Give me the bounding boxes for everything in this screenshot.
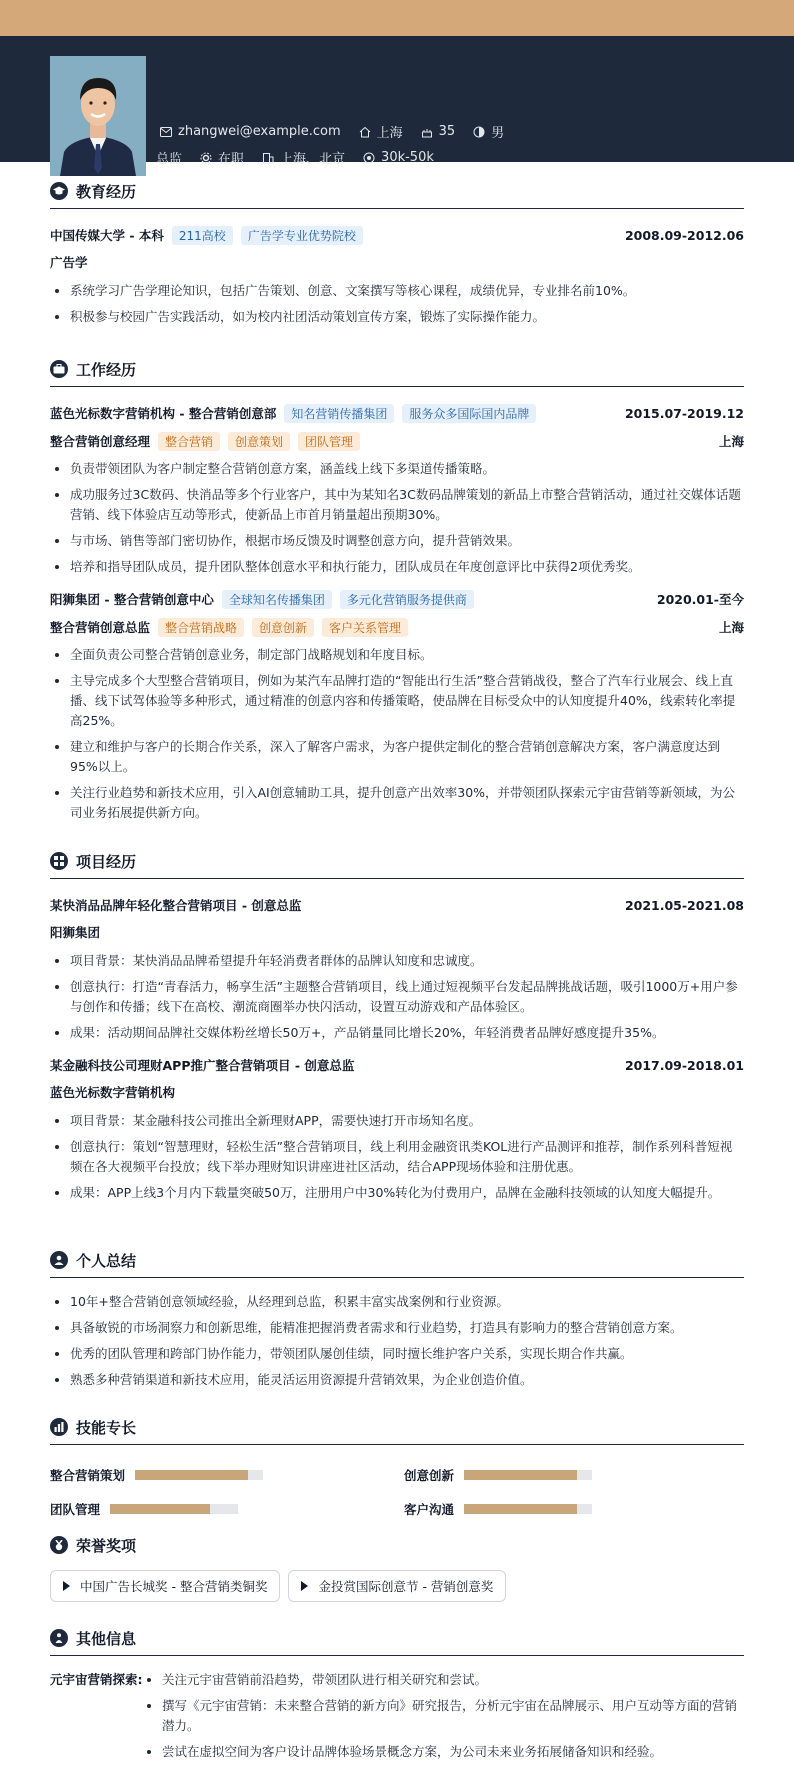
company-name: 阳狮集团 - 整合营销创意中心 [50, 592, 214, 607]
summary-bullets [50, 1292, 744, 1390]
other-title [50, 1627, 744, 1649]
skill-bar-fill [135, 1470, 248, 1480]
job-header-row [50, 403, 744, 423]
award-item[interactable] [50, 1570, 280, 1602]
list-item: 项目背景：某快消品品牌希望提升年轻消费者群体的品牌认知度和忠诚度。 [50, 951, 744, 971]
list-item: 尝试在虚拟空间为客户设计品牌体验场景概念方案，为公司未来业务拓展储备知识和经验。 [142, 1742, 744, 1762]
list-item: 积极参与校园广告实践活动，如为校内社团活动策划宣传方案，锻炼了实际操作能力。 [50, 307, 744, 327]
target-city-item [262, 148, 345, 167]
education-row [50, 225, 744, 245]
skills-section [50, 1416, 744, 1526]
job-bullets [50, 459, 744, 577]
skill-bar [135, 1470, 263, 1480]
school-tag: 211高校 [172, 226, 233, 245]
position-item [156, 148, 182, 167]
medal-icon [50, 1536, 68, 1554]
company-tag: 多元化营销服务提供商 [340, 590, 474, 609]
work-title [50, 358, 744, 380]
status-item [200, 148, 244, 167]
education-bullets [50, 281, 744, 327]
coin-icon [363, 152, 375, 164]
list-item: 优秀的团队管理和跨部门协作能力，带领团队屡创佳绩，同时擅长维护客户关系，实现长期合作共赢。 [50, 1344, 744, 1364]
education-title [50, 180, 744, 202]
role-tag: 创意创新 [252, 618, 314, 637]
job-date: 2020.01-至今 [656, 592, 744, 607]
job-header-row [50, 589, 744, 609]
other-label: 元宇宙营销探索: [50, 1672, 143, 1687]
skill-bar [464, 1504, 592, 1514]
project-date: 2021.05-2021.08 [624, 897, 744, 913]
summary-section [50, 1249, 744, 1396]
skill-name: 团队管理 [50, 1502, 101, 1517]
job-role-row [50, 431, 744, 451]
position-text: 总监 [156, 152, 183, 167]
briefcase-icon [50, 360, 68, 378]
honors-title-text: 荣誉奖项 [76, 1536, 137, 1555]
list-item: 成果：活动期间品牌社交媒体粉丝增长50万+，产品销量同比增长20%，年轻消费者品牌好感度提升35%。 [50, 1023, 744, 1043]
other-title-text: 其他信息 [76, 1629, 137, 1648]
company-tag: 服务众多国际国内品牌 [402, 404, 536, 423]
job-date: 2015.07-2019.12 [624, 405, 744, 421]
profile-header [0, 36, 794, 167]
work-divider [50, 386, 744, 387]
other-divider [50, 1655, 744, 1656]
project-header-row [50, 1055, 744, 1075]
list-item: 与市场、销售等部门密切协作，根据市场反馈及时调整创意方向，提升营销效果。 [50, 531, 744, 551]
skill-bar-fill [464, 1470, 577, 1480]
skill-item [50, 1466, 263, 1484]
play-icon [63, 1581, 70, 1591]
role-tag: 创意策划 [228, 432, 290, 451]
age-text: 35 [438, 124, 456, 139]
role-tag: 整合营销 [158, 432, 220, 451]
skill-item [404, 1500, 592, 1518]
skill-name: 创意创新 [404, 1468, 455, 1483]
job-bullets [50, 645, 744, 823]
school-tag: 广告学专业优势院校 [241, 226, 363, 245]
grid-icon [50, 852, 68, 870]
age-item [421, 124, 456, 139]
education-section [50, 180, 744, 333]
honors-title [50, 1534, 744, 1556]
building-icon [262, 152, 274, 164]
company-tag: 知名营销传播集团 [284, 404, 394, 423]
list-item: 撰写《元宇宙营销：未来整合营销的新方向》研究报告，分析元宇宙在品牌展示、用户互动等方面的营销潜力。 [142, 1696, 744, 1736]
list-item: 建立和维护与客户的长期合作关系，深入了解客户需求，为客户提供定制化的整合营销创意解决方案，客户满意度达到95%以上。 [50, 737, 744, 777]
summary-divider [50, 1277, 744, 1278]
other-bullets [142, 1670, 744, 1768]
award-text: 中国广告长城奖 - 整合营销类铜奖 [80, 1579, 268, 1594]
play-icon [301, 1581, 308, 1591]
salary-item [363, 150, 434, 165]
project-bullets [50, 1111, 744, 1203]
skills-title-text: 技能专长 [76, 1418, 137, 1437]
role-tag: 团队管理 [298, 432, 360, 451]
other-content [50, 1670, 744, 1768]
mail-icon [160, 127, 172, 137]
list-item: 10年+整合营销创意领域经验，从经理到总监，积累丰富实战案例和行业资源。 [50, 1292, 744, 1312]
summary-title [50, 1249, 744, 1271]
award-text: 金投赏国际创意节 - 营销创意奖 [318, 1579, 494, 1594]
projects-section [50, 850, 744, 1209]
email-text: zhangwei@example.com [178, 124, 341, 139]
people-icon [50, 1629, 68, 1647]
email-item[interactable] [160, 124, 341, 139]
education-date: 2008.09-2012.06 [624, 227, 744, 243]
skills-divider [50, 1444, 744, 1445]
projects-divider [50, 878, 744, 879]
other-section [50, 1627, 744, 1768]
role-tag: 整合营销战略 [158, 618, 244, 637]
company-tag: 全球知名传播集团 [222, 590, 332, 609]
list-item: 主导完成多个大型整合营销项目，例如为某汽车品牌打造的“智能出行生活”整合营销战役，整合了汽车行业展会、线上直播、线下试驾体验等多种形式，通过精准的创意内容和传播策略，使品牌在目标受众中的认知度提升40%，线索转化率提高25%。 [50, 671, 744, 731]
project-name: 某金融科技公司理财APP推广整合营销项目 - 创意总监 [50, 1058, 355, 1073]
salary-text: 30k-50k [381, 150, 434, 165]
gear-icon [200, 152, 212, 164]
list-item: 熟悉多种营销渠道和新技术应用，能灵活运用资源提升营销效果，为企业创造价值。 [50, 1370, 744, 1390]
education-title-text: 教育经历 [76, 182, 137, 201]
project-bullets [50, 951, 744, 1043]
gender-icon [473, 126, 485, 138]
project-org: 阳狮集团 [50, 925, 101, 940]
list-item: 成果：APP上线3个月内下载量突破50万，注册用户中30%转化为付费用户，品牌在金融科技领域的认知度大幅提升。 [50, 1183, 744, 1203]
list-item: 负责带领团队为客户制定整合营销创意方案，涵盖线上线下多渠道传播策略。 [50, 459, 744, 479]
projects-title-text: 项目经历 [76, 852, 137, 871]
skill-name: 客户沟通 [404, 1502, 455, 1517]
status-text: 在职 [218, 152, 245, 167]
list-item: 关注元宇宙营销前沿趋势，带领团队进行相关研究和尝试。 [142, 1670, 744, 1690]
target-city-text: 上海、北京 [280, 152, 346, 167]
job-role-row [50, 617, 744, 637]
header-accent-band [0, 0, 794, 36]
home-icon [359, 126, 371, 138]
skill-bar-fill [464, 1504, 577, 1514]
award-item[interactable] [288, 1570, 506, 1602]
list-item: 成功服务过3C数码、快消品等多个行业客户，其中为某知名3C数码品牌策划的新品上市整合营销活动，通过社交媒体话题营销、线下体验店互动等形式，使新品上市首月销量超出预期30%。 [50, 485, 744, 525]
skill-bar [464, 1470, 592, 1480]
skill-item [404, 1466, 592, 1484]
bar-chart-icon [50, 1418, 68, 1436]
list-item: 关注行业趋势和新技术应用，引入AI创意辅助工具，提升创意产出效率30%，并带领团队探索元宇宙营销等新领域，为公司业务拓展提供新方向。 [50, 783, 744, 823]
header-job-row [156, 148, 452, 167]
project-name: 某快消品品牌年轻化整合营销项目 - 创意总监 [50, 898, 302, 913]
skill-item [50, 1500, 238, 1518]
avatar [50, 56, 146, 176]
city-text: 上海 [376, 126, 403, 141]
job-role: 整合营销创意经理 [50, 434, 151, 449]
cake-icon [421, 126, 433, 138]
project-header-row [50, 895, 744, 915]
gender-item [473, 122, 504, 141]
work-section [50, 358, 744, 829]
list-item: 全面负责公司整合营销创意业务，制定部门战略规划和年度目标。 [50, 645, 744, 665]
honors-section [50, 1534, 744, 1602]
header-contact-row [160, 122, 522, 141]
company-name: 蓝色光标数字营销机构 - 整合营销创意部 [50, 406, 277, 421]
honors-list [50, 1570, 744, 1602]
skill-name: 整合营销策划 [50, 1468, 126, 1483]
list-item: 系统学习广告学理论知识，包括广告策划、创意、文案撰写等核心课程，成绩优异，专业排名前10%。 [50, 281, 744, 301]
skill-bar [110, 1504, 238, 1514]
list-item: 项目背景：某金融科技公司推出全新理财APP，需要快速打开市场知名度。 [50, 1111, 744, 1131]
project-date: 2017.09-2018.01 [624, 1057, 744, 1073]
project-org: 蓝色光标数字营销机构 [50, 1085, 176, 1100]
user-icon [50, 1251, 68, 1269]
summary-title-text: 个人总结 [76, 1251, 137, 1270]
gender-text: 男 [491, 126, 505, 141]
job-role: 整合营销创意总监 [50, 620, 151, 635]
education-major: 广告学 [50, 255, 88, 270]
list-item: 创意执行：打造“青春活力，畅享生活”主题整合营销项目，线上通过短视频平台发起品牌挑战话题，吸引1000万+用户参与创作和传播；线下在高校、潮流商圈举办快闪活动，设置互动游戏和产品体验区。 [50, 977, 744, 1017]
school-name: 中国传媒大学 - 本科 [50, 228, 164, 243]
city-item [359, 122, 403, 141]
work-title-text: 工作经历 [76, 360, 137, 379]
job-location: 上海 [718, 434, 744, 449]
skill-bar-fill [110, 1504, 210, 1514]
skills-title [50, 1416, 744, 1438]
role-tag: 客户关系管理 [322, 618, 408, 637]
graduation-cap-icon [50, 182, 68, 200]
list-item: 培养和指导团队成员，提升团队整体创意水平和执行能力，团队成员在年度创意评比中获得2项优秀奖。 [50, 557, 744, 577]
job-location: 上海 [718, 620, 744, 635]
projects-title [50, 850, 744, 872]
list-item: 创意执行：策划“智慧理财，轻松生活”整合营销项目，线上利用金融资讯类KOL进行产品测评和推荐，制作系列科普短视频在各大视频平台投放；线下举办理财知识讲座进社区活动，结合APP现场体验和注册优惠。 [50, 1137, 744, 1177]
list-item: 具备敏锐的市场洞察力和创新思维，能精准把握消费者需求和行业趋势，打造具有影响力的整合营销创意方案。 [50, 1318, 744, 1338]
education-divider [50, 208, 744, 209]
